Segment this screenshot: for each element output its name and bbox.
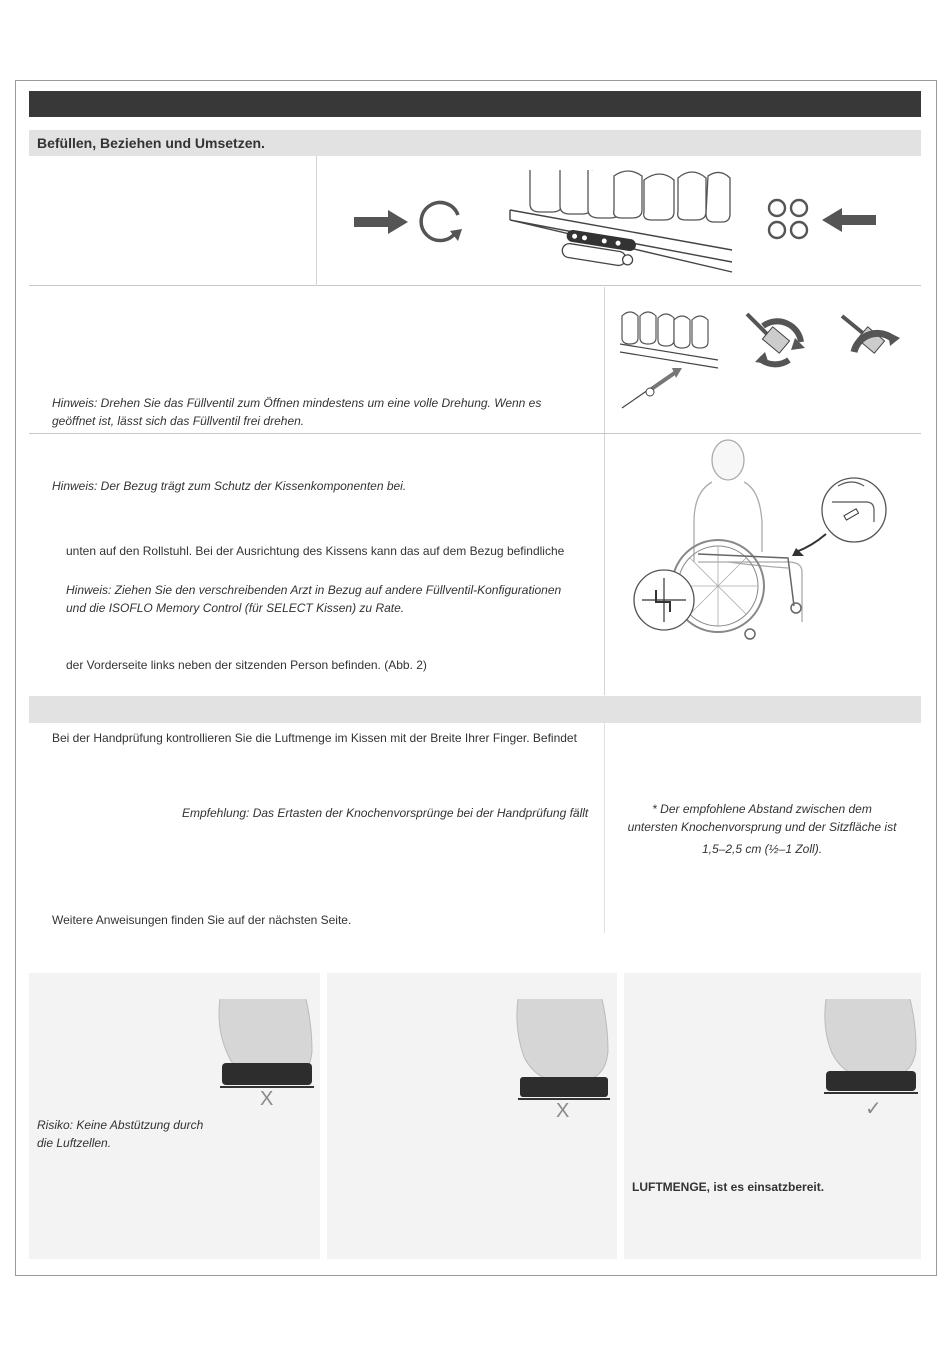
valve-open-icon bbox=[745, 312, 807, 370]
valve-note-line-1: Hinweis: Drehen Sie das Füllventil zum Öffnen mindestens um eine volle Drehung. Wenn es bbox=[52, 396, 542, 410]
handcheck-recommendation: Empfehlung: Das Ertasten der Knochenvorsprünge bei der Handprüfung fällt bbox=[182, 806, 589, 820]
cushion-valve-illustration bbox=[508, 166, 736, 276]
footnote-line-2: untersten Knochenvorsprung und der Sitzfläche ist bbox=[627, 820, 897, 834]
seated-figure-illustration bbox=[514, 999, 612, 1101]
arrow-left-icon bbox=[820, 208, 876, 232]
seated-figure-illustration bbox=[218, 999, 316, 1091]
cover-note-2-line-1: Hinweis: Ziehen Sie den verschreibenden Arzt in Bezug auf andere Füllventil-Konfigurationen bbox=[66, 583, 562, 597]
rotate-icon bbox=[416, 199, 466, 245]
cushion-inflate-illustration bbox=[616, 308, 724, 414]
correct-mark-icon: ✓ bbox=[865, 1098, 882, 1120]
incorrect-mark-icon: X bbox=[260, 1088, 274, 1110]
arrow-right-icon bbox=[354, 210, 410, 234]
cover-note: Hinweis: Der Bezug trägt zum Schutz der Kissenkomponenten bei. bbox=[52, 479, 407, 493]
handcheck-text-2: Weitere Anweisungen finden Sie auf der nächsten Seite. bbox=[52, 913, 352, 927]
section-header bbox=[29, 696, 921, 723]
footnote-line-1: * Der empfohlene Abstand zwischen dem bbox=[652, 802, 872, 816]
incorrect-mark-icon: X bbox=[556, 1100, 570, 1122]
risk-line-2: die Luftzellen. bbox=[37, 1136, 112, 1150]
divider bbox=[29, 433, 921, 434]
cover-note-2-line-2: und die ISOFLO Memory Control (für SELECT Kissen) zu Rate. bbox=[66, 601, 405, 615]
four-valves-icon bbox=[766, 197, 814, 241]
cover-text-2: der Vorderseite links neben der sitzenden Person befinden. (Abb. 2) bbox=[66, 658, 427, 672]
wheelchair-illustration bbox=[628, 438, 894, 644]
handcheck-text-1: Bei der Handprüfung kontrollieren Sie die Luftmenge im Kissen mit der Breite Ihrer Finger. Befindet bbox=[52, 731, 577, 745]
risk-line-1: Risiko: Keine Abstützung durch bbox=[37, 1118, 204, 1132]
divider bbox=[316, 156, 317, 286]
top-bar bbox=[29, 91, 921, 117]
valve-note-line-2: geöffnet ist, lässt sich das Füllventil frei drehen. bbox=[52, 414, 305, 428]
valve-close-icon bbox=[840, 312, 902, 368]
footnote-line-3: 1,5–2,5 cm (½–1 Zoll). bbox=[701, 842, 823, 856]
section-title: Befüllen, Beziehen und Umsetzen. bbox=[37, 135, 265, 151]
divider bbox=[604, 723, 605, 933]
cover-text-1: unten auf den Rollstuhl. Bei der Ausrichtung des Kissens kann das auf dem Bezug befindliche bbox=[66, 544, 565, 558]
ready-text: LUFTMENGE, ist es einsatzbereit. bbox=[632, 1180, 825, 1194]
divider bbox=[604, 287, 605, 695]
seated-figure-illustration bbox=[822, 999, 920, 1097]
section-header bbox=[29, 130, 921, 156]
